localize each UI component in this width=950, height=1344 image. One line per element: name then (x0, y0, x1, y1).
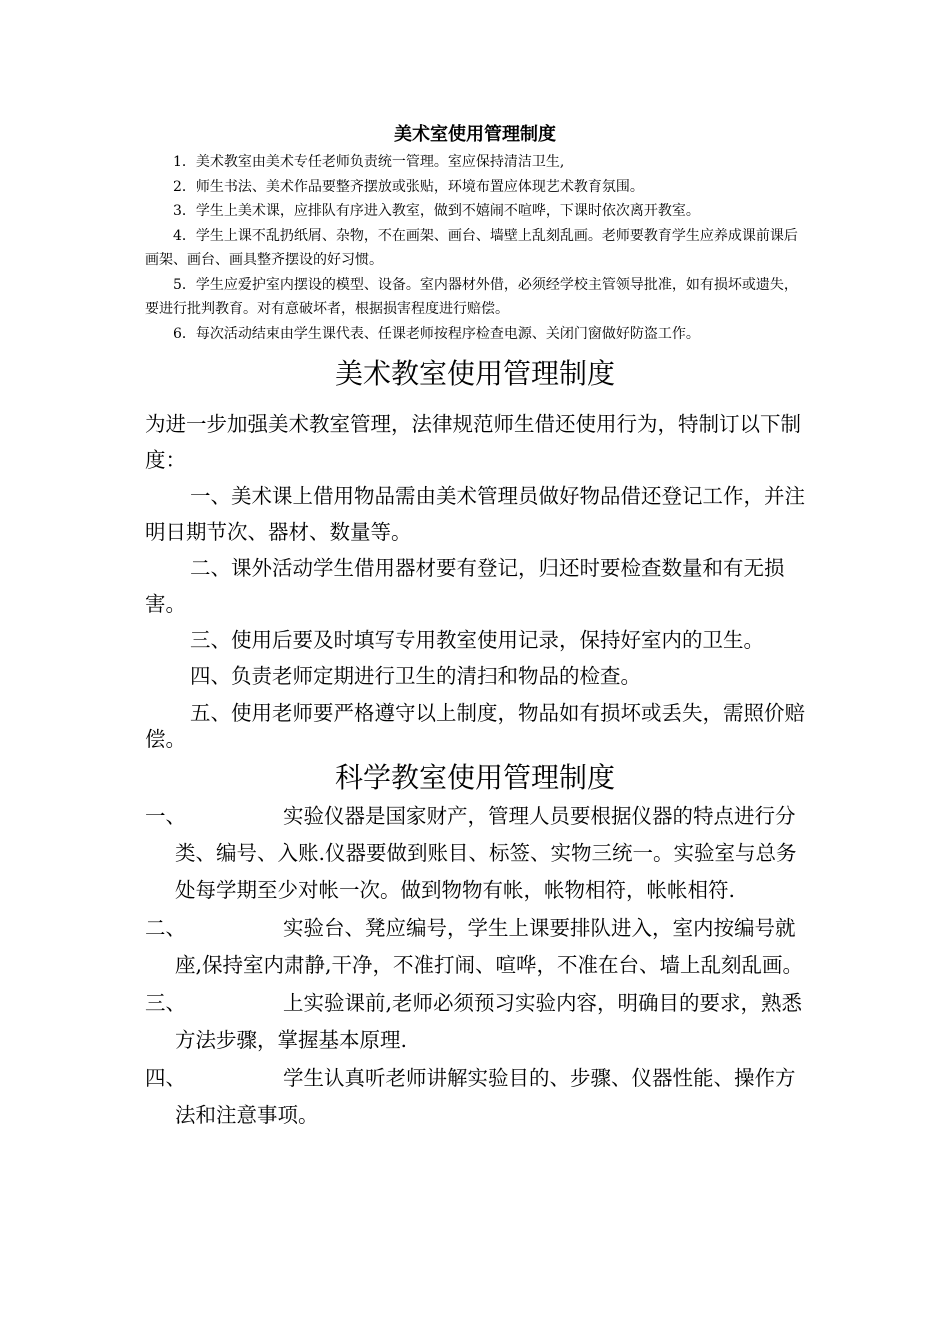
section1-title: 美术室使用管理制度 (394, 124, 556, 145)
section3-rule-number: 四、 (145, 1066, 186, 1090)
section3-rule-item (145, 985, 810, 1059)
section3-rule-item (145, 910, 810, 984)
section1-rule-item: 5．学生应爱护室内摆设的模型、设备。室内器材外借，必须经学校主管领导批准，如有损坏或遗失，要进行批判教育。对有意破坏者，根据损害程度进行赔偿。 (145, 276, 798, 317)
section2-rule-item: 五、使用老师要严格遵守以上制度，物品如有损坏或丢失，需照价赔偿。 (145, 701, 805, 751)
section1-rule-item: 3．学生上美术课，应排队有序进入教室，做到不嬉闹不喧哗，下课时依次离开教室。 (173, 203, 700, 219)
section3-rule-item (145, 798, 810, 909)
section3-rule-number: 二、 (145, 916, 186, 940)
section1-rule-item: 4．学生上课不乱扔纸屑、杂物，不在画架、画台、墙壁上乱刻乱画。老师要教育学生应养成课前课后画架、画台、画具整齐摆设的好习惯。 (145, 227, 798, 268)
section1-rule-item: 6．每次活动结束由学生课代表、任课老师按程序检查电源、关闭门窗做好防盗工作。 (173, 325, 700, 342)
section3-title: 科学教室使用管理制度 (334, 761, 615, 794)
section2-intro: 为进一步加强美术教室管理，法律规范师生借还使用行为，特制订以下制度： (145, 412, 801, 472)
section3-rule-number: 三、 (145, 991, 186, 1015)
section2-rule-item: 四、负责老师定期进行卫生的清扫和物品的检查。 (190, 664, 641, 688)
section3-rule-list (145, 798, 810, 1135)
section2-rule-item: 二、课外活动学生借用器材要有登记，归还时要检查数量和有无损害。 (145, 556, 785, 616)
section2-rule-item: 三、使用后要及时填写专用教室使用记录，保持好室内的卫生。 (190, 628, 764, 652)
section2-rule-item: 一、美术课上借用物品需由美术管理员做好物品借还登记工作，并注明日期节次、器材、数量等。 (145, 484, 805, 544)
section1-rule-list (145, 150, 810, 346)
section1-rule-item: 1．美术教室由美术专任老师负责统一管理。室应保持清洁卫生, (173, 154, 565, 170)
section3-rule-text: 学生认真听老师讲解实验目的、步骤、仪器性能、操作方法和注意事项。 (175, 1066, 796, 1127)
section1-rule-item: 2．师生书法、美术作品要整齐摆放或张贴，环境布置应体现艺术教育氛围。 (173, 178, 644, 195)
section3-rule-text: 实验仪器是国家财产，管理人员要根据仪器的特点进行分类、编号、入账.仪器要做到账目、标签、实物三统一。实验室与总务处每学期至少对帐一次。做到物物有帐，帐物相符，帐帐相符. (175, 804, 797, 902)
section3-rule-item (145, 1060, 810, 1134)
section3-rule-number: 一、 (145, 804, 186, 828)
section3-rule-text: 实验台、凳应编号，学生上课要排队进入，室内按编号就座,保持室内肃静,干净，不准打闹、喧哗，不准在台、墙上乱刻乱画。 (175, 916, 804, 977)
section3-rule-text: 上实验课前,老师必须预习实验内容，明确目的要求，熟悉方法步骤，掌握基本原理. (175, 991, 803, 1052)
section2-title: 美术教室使用管理制度 (334, 357, 615, 390)
section2-body (145, 406, 810, 752)
